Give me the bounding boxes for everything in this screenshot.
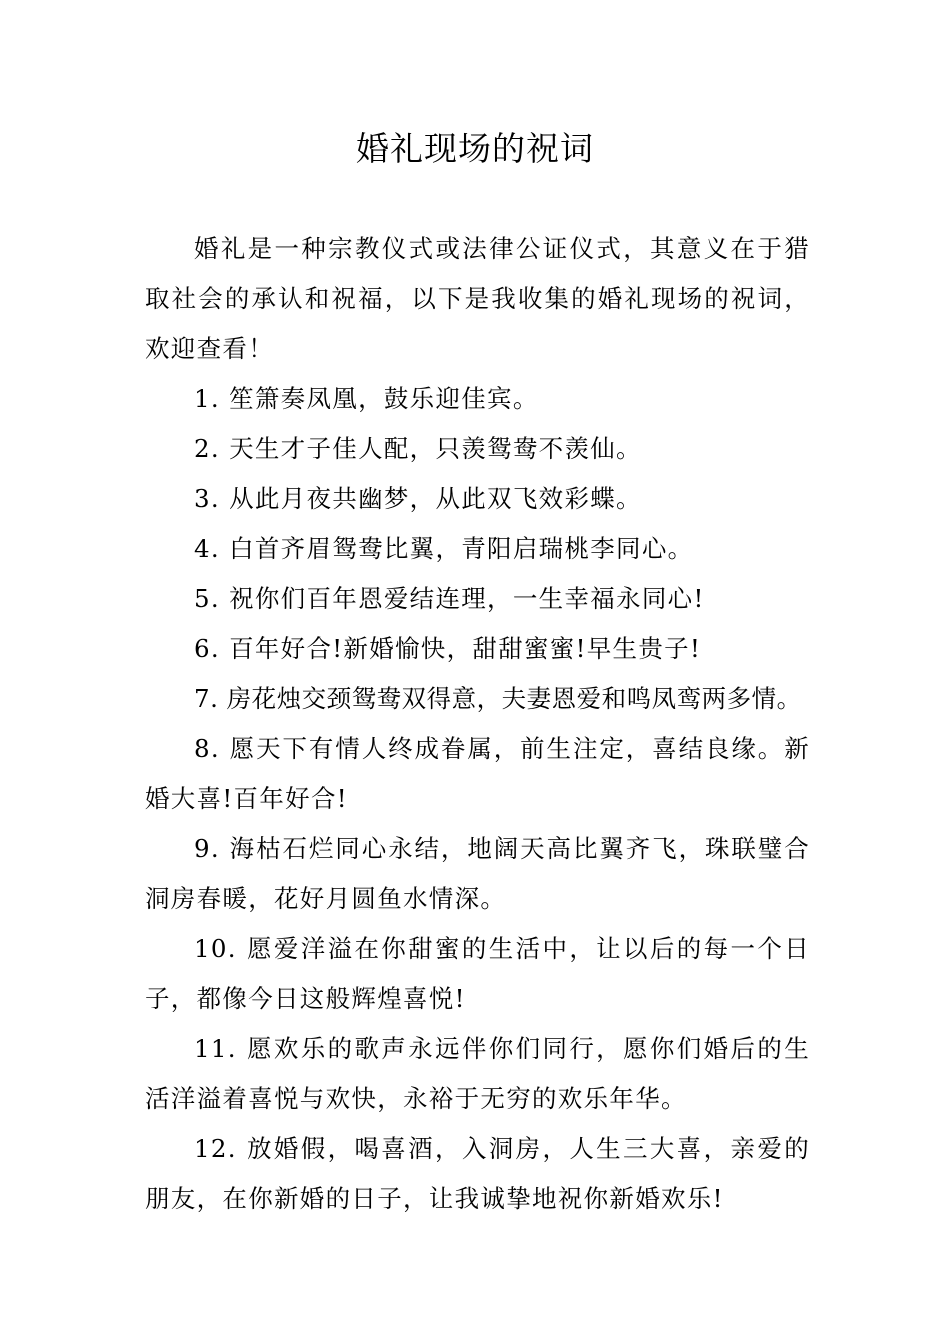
list-item: 3. 从此月夜共幽梦，从此双飞效彩蝶。 [194, 484, 642, 513]
document-title: 婚礼现场的祝词 [356, 129, 594, 168]
list-item: 11. 愿欢乐的歌声永远伴你们同行，愿你们婚后的生活洋溢着喜悦与欢快，永裕于无穷的欢乐年华。 [145, 1034, 810, 1113]
list-item: 9. 海枯石烂同心永结，地阔天高比翼齐飞，珠联璧合洞房春暖，花好月圆鱼水情深。 [145, 834, 810, 913]
list-item: 8. 愿天下有情人终成眷属，前生注定，喜结良缘。新婚大喜!百年好合! [145, 734, 810, 813]
intro-paragraph: 婚礼是一种宗教仪式或法律公证仪式，其意义在于猎取社会的承认和祝福，以下是我收集的婚礼现场的祝词，欢迎查看！ [145, 234, 810, 363]
list-item: 7. 房花烛交颈鸳鸯双得意，夫妻恩爱和鸣凤鸾两多情。 [194, 684, 802, 713]
list-item: 5. 祝你们百年恩爱结连理，一生幸福永同心! [194, 584, 705, 613]
list-item: 6. 百年好合!新婚愉快，甜甜蜜蜜!早生贵子! [194, 634, 702, 663]
list-item: 4. 白首齐眉鸳鸯比翼，青阳启瑞桃李同心。 [194, 534, 694, 563]
list-item: 10. 愿爱洋溢在你甜蜜的生活中，让以后的每一个日子，都像今日这般辉煌喜悦! [145, 934, 810, 1013]
list-item: 1. 笙箫奏凤凰，鼓乐迎佳宾。 [194, 384, 539, 413]
list-item: 2. 天生才子佳人配，只羡鸳鸯不羡仙。 [194, 434, 642, 463]
list-item: 12. 放婚假，喝喜酒，入洞房，人生三大喜，亲爱的朋友，在你新婚的日子，让我诚挚地祝你新婚欢乐! [145, 1134, 810, 1213]
document-body [145, 224, 810, 1224]
